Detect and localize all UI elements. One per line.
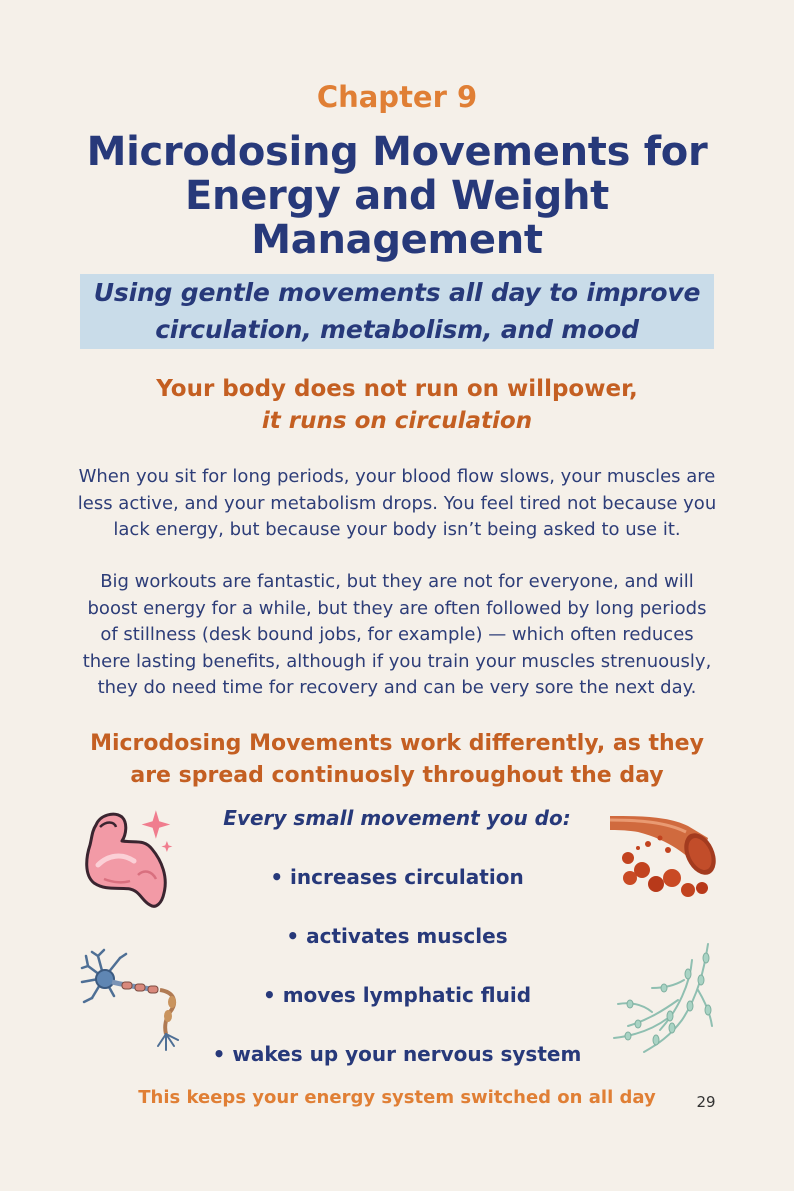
title-line: Management bbox=[251, 217, 543, 263]
lead-heading: Your body does not run on willpower, bbox=[156, 376, 638, 402]
title-line: Energy and Weight bbox=[185, 173, 609, 219]
list-item: • wakes up your nervous system bbox=[212, 1042, 582, 1066]
title-line: Microdosing Movements for bbox=[86, 129, 708, 175]
neuron-icon bbox=[78, 948, 186, 1053]
microdosing-heading bbox=[0, 728, 794, 792]
blood-vessel-icon bbox=[608, 808, 718, 903]
body-paragraph: When you sit for long periods, your blood flow slows, your muscles are less active, and your metabolism drops. You feel tired not because you lack energy, but because your body isn’t being asked to use it. bbox=[77, 466, 717, 540]
heading-line: are spread continuosly throughout the day bbox=[130, 763, 664, 788]
chapter-label: Chapter 9 bbox=[316, 80, 478, 114]
chapter-subtitle bbox=[80, 274, 714, 348]
list-item: • moves lymphatic fluid bbox=[262, 983, 532, 1007]
sparkle-icon bbox=[140, 808, 174, 852]
page-number: 29 bbox=[696, 1093, 716, 1111]
list-intro: Every small movement you do: bbox=[223, 806, 571, 830]
subtitle-line: circulation, metabolism, and mood bbox=[155, 315, 639, 344]
chapter-title bbox=[0, 130, 794, 262]
list-item: • activates muscles bbox=[286, 924, 508, 948]
heading-line: Microdosing Movements work differently, as they bbox=[90, 731, 704, 756]
list-item: • increases circulation bbox=[270, 865, 524, 889]
closing-line: This keeps your energy system switched on all day bbox=[138, 1087, 656, 1108]
subtitle-line: Using gentle movements all day to improve bbox=[93, 278, 701, 307]
body-paragraph: Big workouts are fantastic, but they are not for everyone, and will boost energy for a while, but they are often followed by long periods of stillness (desk bound jobs, for example) — which often reduces there lasting benefits, although if you train your muscles strenuously, they do need time for recovery and can be very sore the next day. bbox=[82, 571, 712, 698]
lymphatic-vessel-icon bbox=[608, 940, 720, 1058]
lead-subheading: it runs on circulation bbox=[261, 408, 533, 434]
